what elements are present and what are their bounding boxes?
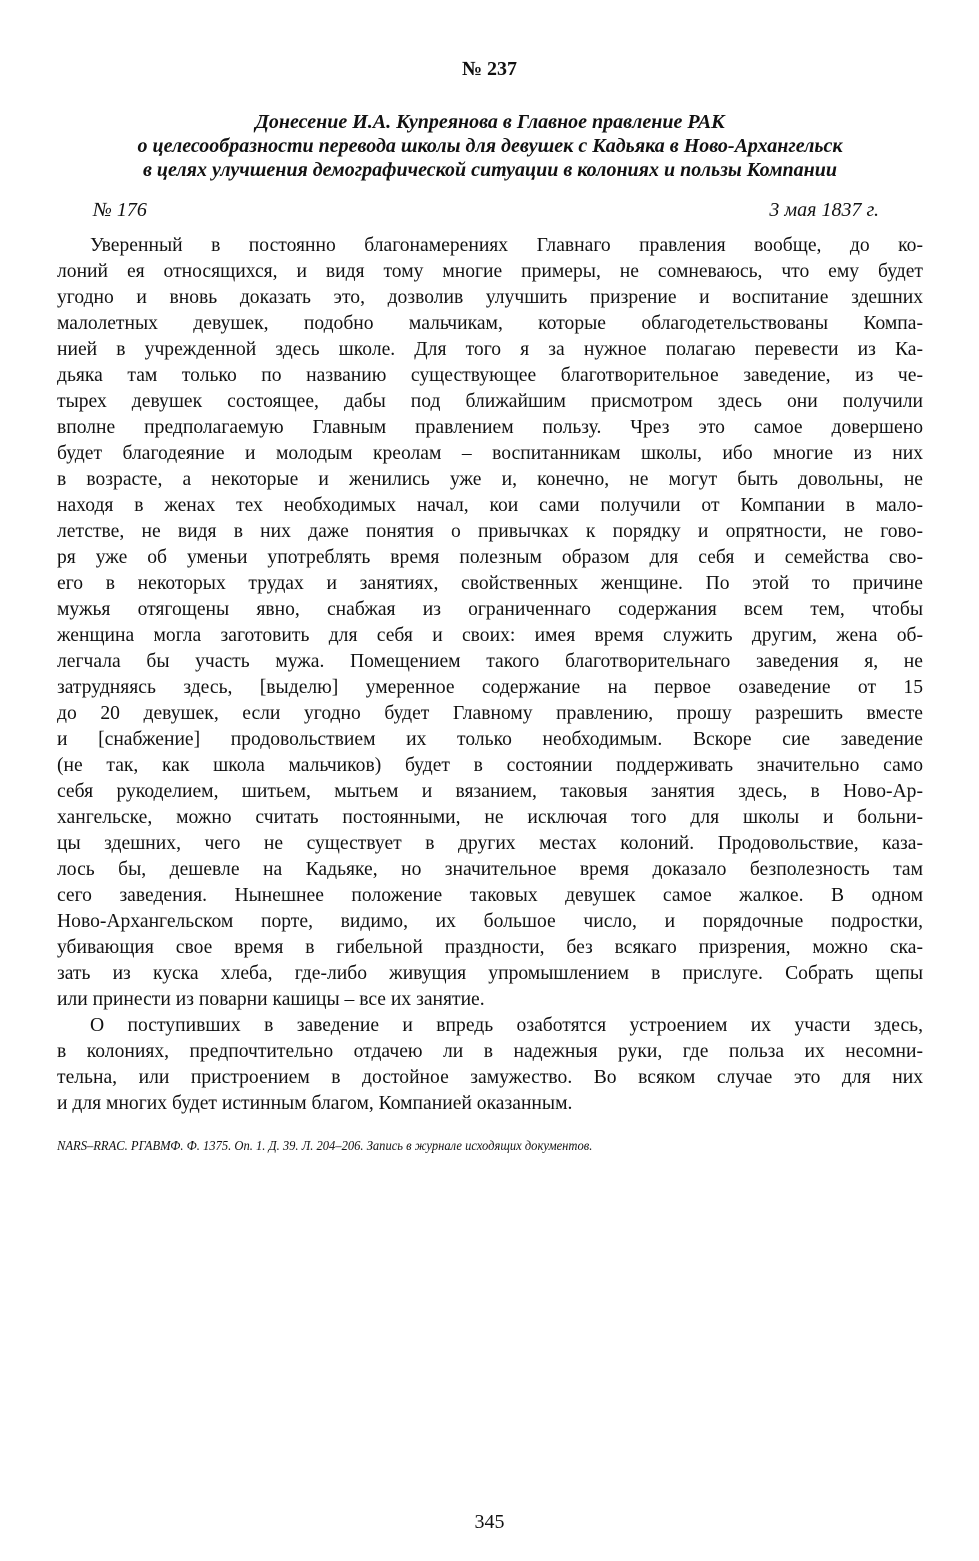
- text-line: хангельске, можно считать постоянными, не исключая того для школы и больни-: [57, 807, 923, 828]
- text-line: мужья отягощены явно, снабжая из ограниченнаго содержания всем тем, чтобы: [57, 599, 923, 620]
- document-heading: [40, 110, 940, 182]
- text-line: малолетных девушек, подобно мальчикам, которые облагодетельствованы Компа-: [57, 313, 923, 334]
- text-line: затрудняясь здесь, [выделю] умеренное содержание на первое озаведение от 15: [57, 677, 923, 698]
- document-body: [57, 233, 923, 1117]
- document-date: 3 мая 1837 г.: [769, 199, 879, 221]
- text-line: сего заведения. Нынешнее положение таковых девушек самое жалкое. В одном: [57, 885, 923, 906]
- heading-line: о целесообразности перевода школы для девушек с Кадьяка в Ново-Архангельск: [137, 135, 843, 157]
- text-line: до 20 девушек, если угодно будет Главному правлению, прошу разрешить вместе: [57, 703, 923, 724]
- text-line: дьяка там только по названию существующее благотворительное заведение, из че-: [57, 365, 923, 386]
- text-line: убивающия свое время в гибельной праздности, без всякаго призрения, можно ска-: [57, 937, 923, 958]
- paragraph: [57, 233, 923, 1013]
- text-line: женщина могла заготовить для себя и своих: имея время служить другим, жена об-: [57, 625, 923, 646]
- text-line: (не так, как школа мальчиков) будет в состоянии поддерживать значительно само: [57, 755, 923, 776]
- text-line: Уверенный в постоянно благонамерениях Главнаго правления вообще, до ко-: [90, 235, 923, 256]
- text-line: легчала бы участь мужа. Помещением такого благотворительнаго заведения я, не: [57, 651, 923, 672]
- text-line: ря уже об уменьи употреблять время полезным образом для себя и семейства сво-: [57, 547, 923, 568]
- text-line: вполне предполагаемую Главным правлением пользу. Чрез это самое довершено: [57, 417, 923, 438]
- heading-line: Донесение И.А. Купреянова в Главное правление РАК: [255, 111, 725, 133]
- text-line: или принести из поварни кашицы – все их занятие.: [57, 989, 485, 1010]
- document-number: № 237: [461, 58, 518, 80]
- heading-line: в целях улучшения демографической ситуации в колониях и пользы Компании: [142, 159, 838, 181]
- text-line: тырех девушек состоящее, дабы под ближайшим присмотром здесь они получили: [57, 391, 923, 412]
- paragraph: [57, 1013, 923, 1117]
- text-line: цы здешних, чего не существует в других местах колоний. Продовольствие, каза-: [57, 833, 923, 854]
- text-line: и для многих будет истинным благом, Компанией оказанным.: [57, 1093, 573, 1114]
- text-line: в колониях, предпочтительно отдачею ли в надежныя руки, где польза их несомни-: [57, 1041, 923, 1062]
- text-line: лоний ея относящихся, и видя тому многие примеры, не сомневаюсь, что ему будет: [57, 261, 923, 282]
- text-line: лось бы, дешевле на Кадьяке, но значительное время доказало безполезность там: [57, 859, 923, 880]
- text-line: нией в учрежденной здесь школе. Для того я за нужное полагаю перевести из Ка-: [57, 339, 923, 360]
- text-line: его в некоторых трудах и занятиях, свойственных женщине. По этой то причине: [57, 573, 923, 594]
- source-note: NARS–RRAC. РГАВМФ. Ф. 1375. Оп. 1. Д. 39. Л. 204–206. Запись в журнале исходящих документов.: [57, 1138, 593, 1153]
- text-line: О поступивших в заведение и впредь озаботятся устроением их участи здесь,: [90, 1015, 923, 1036]
- page-number: 345: [474, 1511, 505, 1533]
- text-line: в возрасте, а некоторые и женились уже и, конечно, не могут быть довольны, не: [57, 469, 923, 490]
- text-line: и [снабжение] продовольствием их только необходимым. Вскоре сие заведение: [57, 729, 923, 750]
- text-line: летстве, не видя в них даже понятия о привычках к порядку и опрятности, не гово-: [57, 521, 923, 542]
- text-line: угодно и вновь доказать это, дозволив улучшить призрение и воспитание здешних: [57, 287, 923, 308]
- outgoing-number: № 176: [93, 199, 147, 221]
- text-line: зать из куска хлеба, где-либо живущия упромышлением в прислуге. Собрать щепы: [57, 963, 923, 984]
- text-line: будет благодеяние и молодым креолам – воспитанникам школы, ибо многие из них: [57, 443, 923, 464]
- text-line: себя рукоделием, шитьем, мытьем и вязанием, таковыя занятия здесь, в Ново-Ар-: [57, 781, 923, 802]
- text-line: Ново-Архангельском порте, видимо, их большое число, и порядочные подростки,: [57, 911, 923, 932]
- text-line: тельна, или пристроением в достойное замужество. Во всяком случае это для них: [57, 1067, 923, 1088]
- text-line: находя в женах тех необходимых начал, кои сами получили от Компании в мало-: [57, 495, 923, 516]
